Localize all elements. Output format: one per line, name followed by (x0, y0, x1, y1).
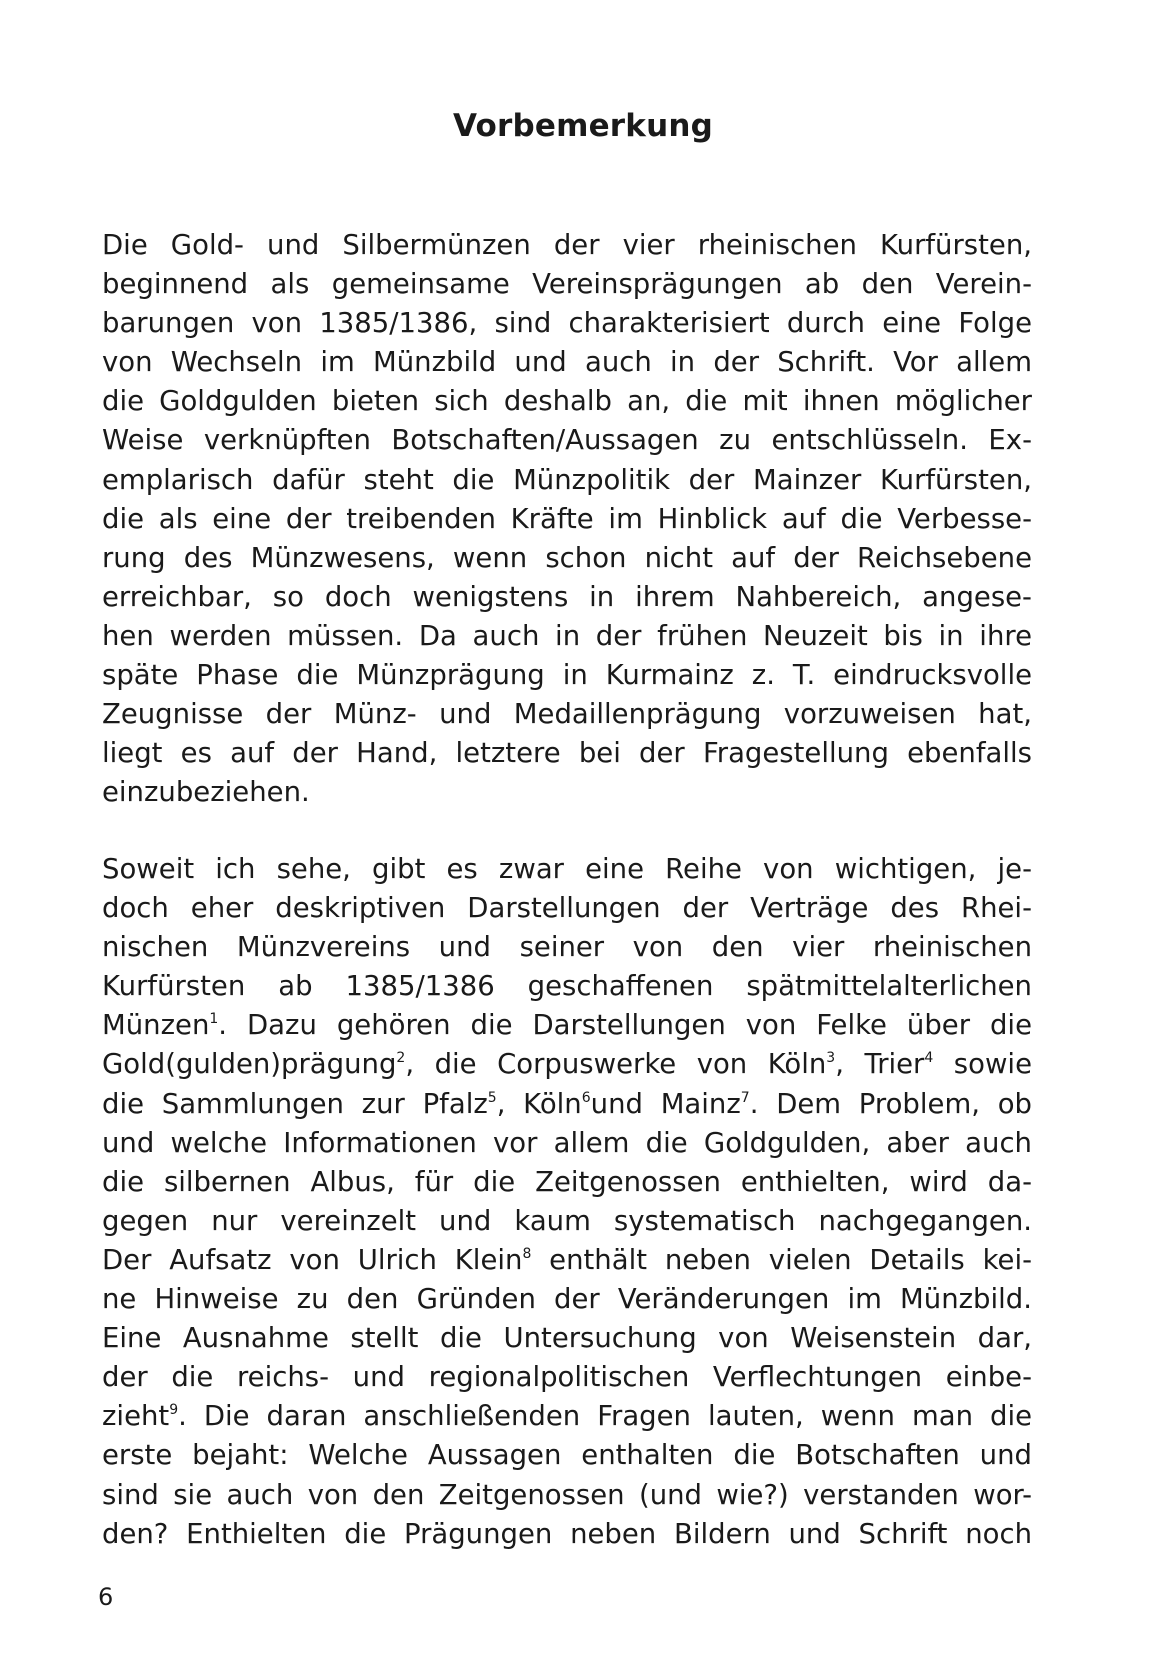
text-line: emplarisch dafür steht die Münzpolitik der Mainzer Kurfürsten, (102, 463, 1032, 496)
text-line: Kurfürsten ab 1385/1386 geschaffenen spätmittelalterlichen (102, 970, 1032, 1003)
text-segment: zieht (102, 1400, 170, 1433)
text-line (102, 1397, 1032, 1436)
text-line: ne Hinweise zu den Gründen der Veränderungen im Münzbild. (102, 1283, 1032, 1316)
footnote-ref-9: 9 (169, 1402, 179, 1419)
text-segment: enthält neben vielen Details kei- (531, 1243, 1033, 1276)
text-line: nischen Münzvereins und seiner von den vier rheinischen (102, 931, 1032, 964)
text-line: barungen von 1385/1386, sind charakterisiert durch eine Folge (102, 307, 1032, 340)
text-line: der die reichs- und regionalpolitischen Verflechtungen einbe- (102, 1361, 1032, 1394)
text-line: hen werden müssen. Da auch in der frühen Neuzeit bis in ihre (102, 619, 1032, 652)
text-line: die Goldgulden bieten sich deshalb an, die mit ihnen möglicher (102, 385, 1032, 418)
text-line: und welche Informationen vor allem die Goldgulden, aber auch (102, 1126, 1032, 1159)
text-line: Soweit ich sehe, gibt es zwar eine Reihe von wichtigen, je- (102, 853, 1032, 885)
text-segment: die Sammlungen zur Pfalz (102, 1087, 488, 1120)
text-segment: . Die daran anschließenden Fragen lauten, wenn man die (178, 1400, 1032, 1433)
page-number: 6 (98, 1583, 114, 1611)
page-title: Vorbemerkung (452, 108, 714, 144)
text-line: die silbernen Albus, für die Zeitgenossen enthielten, wird da- (102, 1165, 1032, 1198)
text-line (102, 1241, 1032, 1280)
paragraph-2 (102, 850, 1032, 1554)
text-line: den? Enthielten die Prägungen neben Bildern und Schrift noch (102, 1517, 1032, 1550)
text-segment: Der Aufsatz von Ulrich Klein (102, 1243, 523, 1276)
text-line: sind sie auch von den Zeitgenossen (und wie?) verstanden wor- (102, 1478, 1032, 1511)
text-line: rung des Münzwesens, wenn schon nicht auf der Reichsebene (102, 541, 1032, 574)
text-line: Weise verknüpften Botschaften/Aussagen zu entschlüsseln. Ex- (102, 424, 1032, 457)
text-line: Eine Ausnahme stellt die Untersuchung von Weisenstein dar, (102, 1322, 1032, 1355)
footnote-ref-6: 6 (581, 1089, 591, 1106)
text-segment: sowie (933, 1048, 1032, 1081)
text-segment: . Dazu gehören die Darstellungen von Felke über die (218, 1009, 1032, 1042)
text-line: Zeugnisse der Münz- und Medaillenprägung vorzuweisen hat, (102, 698, 1032, 731)
text-line (102, 1085, 1032, 1124)
text-line: einzubeziehen. (102, 776, 310, 809)
text-line: von Wechseln im Münzbild und auch in der Schrift. Vor allem (102, 346, 1032, 379)
text-line: Die Gold- und Silbermünzen der vier rheinischen Kurfürsten, (102, 229, 1032, 261)
footnote-ref-5: 5 (487, 1089, 497, 1106)
text-line: doch eher deskriptiven Darstellungen der Verträge des Rhei- (102, 892, 1032, 925)
text-line: späte Phase die Münzprägung in Kurmainz z. T. eindrucksvolle (102, 659, 1032, 692)
text-line: liegt es auf der Hand, letztere bei der Fragestellung ebenfalls (102, 737, 1032, 770)
paragraph-1 (102, 226, 1032, 812)
text-segment: Münzen (102, 1009, 210, 1042)
text-line (102, 1006, 1032, 1045)
footnote-ref-1: 1 (209, 1011, 219, 1028)
text-segment: und Mainz (590, 1087, 741, 1120)
text-line: erste bejaht: Welche Aussagen enthalten die Botschaften und (102, 1439, 1032, 1472)
text-line: gegen nur vereinzelt und kaum systematisch nachgegangen. (102, 1204, 1032, 1237)
footnote-ref-3: 3 (826, 1050, 836, 1067)
footnote-ref-8: 8 (522, 1245, 532, 1262)
footnote-ref-7: 7 (740, 1089, 750, 1106)
text-segment: , die Corpuswerke von Köln (405, 1048, 827, 1081)
footnote-ref-2: 2 (396, 1050, 406, 1067)
text-line: die als eine der treibenden Kräfte im Hinblick auf die Verbesse- (102, 502, 1032, 535)
text-segment: , Trier (835, 1048, 925, 1081)
text-segment: Gold(gulden)prägung (102, 1048, 397, 1081)
text-line: erreichbar, so doch wenigstens in ihrem Nahbereich, angese- (102, 580, 1032, 613)
text-line (102, 1045, 1032, 1084)
footnote-ref-4: 4 (924, 1050, 934, 1067)
text-line: beginnend als gemeinsame Vereinsprägungen ab den Verein- (102, 268, 1032, 301)
text-segment: , Köln (496, 1087, 582, 1120)
text-segment: . Dem Problem, ob (749, 1087, 1032, 1120)
